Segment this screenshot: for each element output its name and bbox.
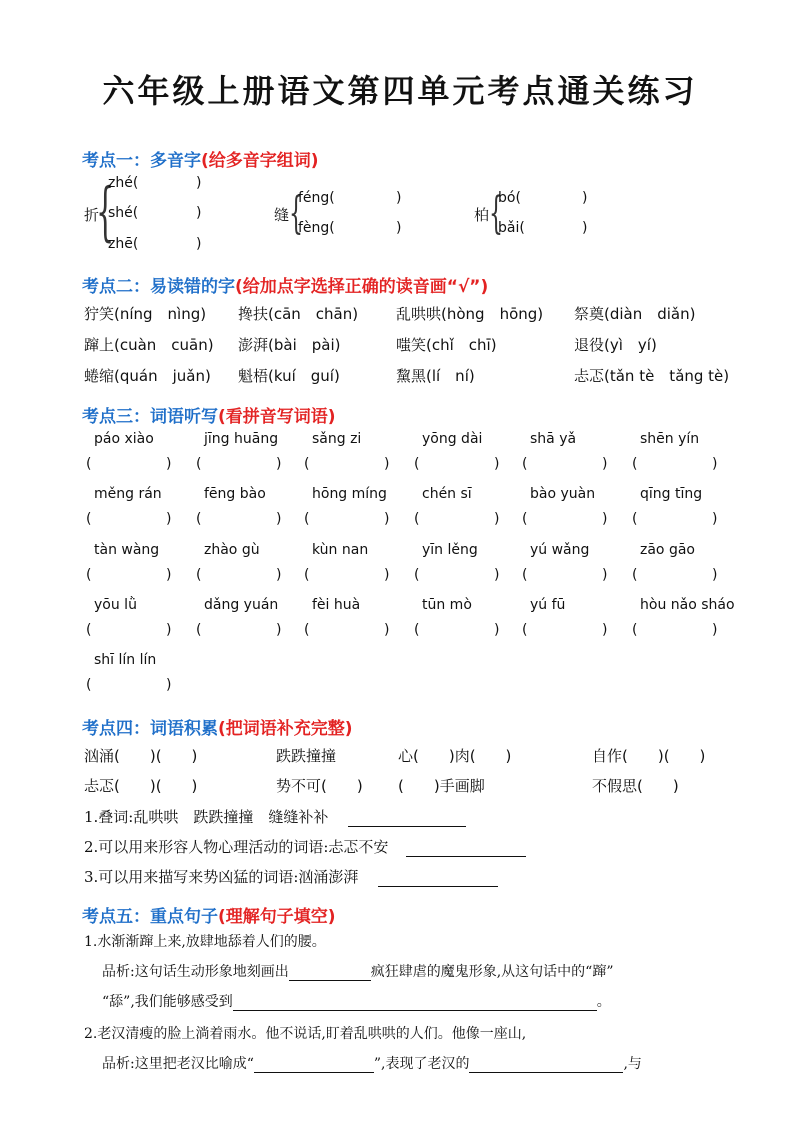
pinyin-prompt: tàn wàng bbox=[94, 542, 160, 558]
paren-close: ) bbox=[196, 175, 202, 191]
pinyin-prompt: yōng dài bbox=[422, 431, 483, 447]
fill-word: 跌跌撞撞 bbox=[276, 747, 337, 765]
brace-icon: { bbox=[96, 175, 115, 249]
reading-option[interactable]: 嗤笑(chǐ chī) bbox=[396, 336, 497, 354]
answer-box-close: ) bbox=[712, 622, 718, 638]
answer-box-close: ) bbox=[276, 622, 282, 638]
answer-box-close: ) bbox=[494, 622, 500, 638]
pinyin-prompt: fēng bào bbox=[204, 486, 266, 502]
polyphone-char: 折 bbox=[84, 206, 100, 224]
reading: fèng( bbox=[298, 220, 335, 236]
reading-option[interactable]: 黧黑(lí ní) bbox=[396, 367, 475, 385]
answer-box-close: ) bbox=[384, 511, 390, 527]
reading-option[interactable]: 退役(yì yí) bbox=[574, 336, 657, 354]
answer-blank[interactable] bbox=[233, 1010, 597, 1011]
pinyin-prompt: yú wǎng bbox=[530, 542, 590, 558]
answer-box-close: ) bbox=[384, 622, 390, 638]
answer-box-close: ) bbox=[602, 456, 608, 472]
answer-box-open[interactable]: ( bbox=[86, 511, 92, 527]
pinyin-prompt: hòu nǎo sháo bbox=[640, 597, 735, 613]
pinyin-prompt: fèi huà bbox=[312, 597, 361, 613]
answer-box-close: ) bbox=[384, 567, 390, 583]
answer-box-close: ) bbox=[276, 456, 282, 472]
fill-word[interactable]: 不假思( ) bbox=[592, 777, 679, 795]
pinyin-prompt: yīn lěng bbox=[422, 542, 478, 558]
pinyin-prompt: bào yuàn bbox=[530, 486, 596, 502]
answer-blank[interactable] bbox=[289, 980, 371, 981]
answer-box-open[interactable]: ( bbox=[196, 511, 202, 527]
paren-close: ) bbox=[196, 236, 202, 252]
pinyin-prompt: kùn nan bbox=[312, 542, 369, 558]
answer-blank[interactable] bbox=[469, 1072, 623, 1073]
analysis-2a: 品析:这里把老汉比喻成“ ”,表现了老汉的 ,与 bbox=[102, 1056, 642, 1072]
brace-icon: { bbox=[289, 188, 303, 239]
pinyin-prompt: zhào gù bbox=[204, 542, 260, 558]
answer-box-open[interactable]: ( bbox=[86, 456, 92, 472]
pinyin-prompt: dǎng yuán bbox=[204, 597, 279, 613]
answer-blank[interactable] bbox=[378, 886, 498, 887]
pinyin-prompt: hōng míng bbox=[312, 486, 387, 502]
pinyin-prompt: jīng huāng bbox=[204, 431, 279, 447]
polyphone-char: 柏 bbox=[474, 206, 490, 224]
answer-box-close: ) bbox=[602, 622, 608, 638]
pinyin-prompt: tūn mò bbox=[422, 597, 472, 613]
question-1: 1.叠词:乱哄哄 跌跌撞撞 缝缝补补 bbox=[84, 806, 466, 827]
answer-box-open[interactable]: ( bbox=[86, 622, 92, 638]
answer-box-open[interactable]: ( bbox=[86, 567, 92, 583]
pinyin-prompt: páo xiào bbox=[94, 431, 154, 447]
answer-box-close: ) bbox=[166, 456, 172, 472]
answer-box-close: ) bbox=[384, 456, 390, 472]
reading-option[interactable]: 魁梧(kuí guí) bbox=[238, 367, 340, 385]
answer-box-open[interactable]: ( bbox=[522, 456, 528, 472]
answer-box-open[interactable]: ( bbox=[414, 567, 420, 583]
fill-word[interactable]: 自作( )( ) bbox=[592, 747, 706, 765]
answer-box-open[interactable]: ( bbox=[632, 567, 638, 583]
section-1-heading: 考点一：多音字(给多音字组词) bbox=[82, 151, 319, 171]
answer-box-close: ) bbox=[712, 567, 718, 583]
reading: bó( bbox=[498, 190, 521, 206]
pinyin-prompt: měng rán bbox=[94, 486, 162, 502]
analysis-1b: “舔”,我们能够感受到 。 bbox=[102, 994, 611, 1010]
answer-box-open[interactable]: ( bbox=[522, 622, 528, 638]
section-5-heading: 考点五：重点句子(理解句子填空) bbox=[82, 907, 336, 927]
answer-box-close: ) bbox=[166, 677, 172, 693]
answer-box-close: ) bbox=[166, 622, 172, 638]
reading-option[interactable]: 狞笑(níng nìng) bbox=[84, 305, 207, 323]
answer-box-open[interactable]: ( bbox=[522, 511, 528, 527]
answer-box-close: ) bbox=[712, 511, 718, 527]
pinyin-prompt: yōu lǜ bbox=[94, 597, 137, 613]
answer-box-open[interactable]: ( bbox=[196, 567, 202, 583]
reading: féng( bbox=[298, 190, 335, 206]
polyphone-char: 缝 bbox=[274, 206, 290, 224]
reading-option[interactable]: 蹿上(cuàn cuān) bbox=[84, 336, 214, 354]
brace-icon: { bbox=[489, 188, 503, 239]
page-title: 六年级上册语文第四单元考点通关练习 bbox=[102, 72, 698, 110]
fill-word[interactable]: 汹涌( )( ) bbox=[84, 747, 198, 765]
answer-box-close: ) bbox=[602, 567, 608, 583]
pinyin-prompt: qīng tīng bbox=[640, 486, 703, 502]
answer-box-open[interactable]: ( bbox=[86, 677, 92, 693]
answer-box-open[interactable]: ( bbox=[522, 567, 528, 583]
pinyin-prompt: zāo gāo bbox=[640, 542, 695, 558]
pinyin-prompt: chén sī bbox=[422, 486, 472, 502]
answer-box-open[interactable]: ( bbox=[304, 511, 310, 527]
reading-option[interactable]: 乱哄哄(hòng hōng) bbox=[396, 305, 544, 323]
reading-option[interactable]: 澎湃(bài pài) bbox=[238, 336, 341, 354]
answer-box-close: ) bbox=[712, 456, 718, 472]
answer-box-open[interactable]: ( bbox=[632, 456, 638, 472]
reading-option[interactable]: 蜷缩(quán juǎn) bbox=[84, 367, 211, 385]
answer-box-open[interactable]: ( bbox=[414, 456, 420, 472]
reading: shé( bbox=[108, 205, 139, 221]
answer-box-open[interactable]: ( bbox=[304, 456, 310, 472]
answer-box-close: ) bbox=[166, 567, 172, 583]
sentence-1: 1.水渐渐蹿上来,放肆地舔着人们的腰。 bbox=[84, 934, 326, 950]
pinyin-prompt: sǎng zi bbox=[312, 431, 362, 447]
reading: zhé( bbox=[108, 175, 139, 191]
fill-word[interactable]: 势不可( ) bbox=[276, 777, 363, 795]
answer-blank[interactable] bbox=[348, 826, 466, 827]
section-2-heading: 考点二：易读错的字(给加点字选择正确的读音画“√”) bbox=[82, 277, 489, 297]
paren-close: ) bbox=[396, 190, 402, 206]
reading: bǎi( bbox=[498, 220, 525, 236]
question-2: 2.可以用来形容人物心理活动的词语:忐忑不安 bbox=[84, 836, 526, 857]
pinyin-prompt: shēn yín bbox=[640, 431, 700, 447]
answer-box-open[interactable]: ( bbox=[304, 622, 310, 638]
pinyin-prompt: yú fū bbox=[530, 597, 566, 613]
answer-box-open[interactable]: ( bbox=[632, 622, 638, 638]
answer-box-open[interactable]: ( bbox=[196, 622, 202, 638]
answer-box-close: ) bbox=[494, 456, 500, 472]
answer-box-open[interactable]: ( bbox=[196, 456, 202, 472]
reading: zhē( bbox=[108, 236, 139, 252]
pinyin-prompt: shī lín lín bbox=[94, 652, 157, 668]
paren-close: ) bbox=[582, 190, 588, 206]
analysis-1a: 品析:这句话生动形象地刻画出 疯狂肆虐的魔鬼形象,从这句话中的“蹿” bbox=[102, 964, 614, 980]
question-3: 3.可以用来描写来势凶猛的词语:汹涌澎湃 bbox=[84, 866, 498, 887]
section-3-heading: 考点三：词语听写(看拼音写词语) bbox=[82, 407, 336, 427]
paren-close: ) bbox=[396, 220, 402, 236]
answer-box-open[interactable]: ( bbox=[414, 511, 420, 527]
answer-box-close: ) bbox=[276, 511, 282, 527]
sentence-2: 2.老汉清瘦的脸上淌着雨水。他不说话,盯着乱哄哄的人们。他像一座山, bbox=[84, 1026, 527, 1042]
fill-word[interactable]: ( )手画脚 bbox=[398, 777, 485, 795]
section-4-heading: 考点四：词语积累(把词语补充完整) bbox=[82, 719, 353, 739]
fill-word[interactable]: 忐忑( )( ) bbox=[84, 777, 198, 795]
answer-box-close: ) bbox=[276, 567, 282, 583]
paren-close: ) bbox=[196, 205, 202, 221]
answer-box-open[interactable]: ( bbox=[414, 622, 420, 638]
reading-option[interactable]: 忐忑(tǎn tè tǎng tè) bbox=[574, 367, 730, 385]
answer-box-close: ) bbox=[602, 511, 608, 527]
reading-option[interactable]: 搀扶(cān chān) bbox=[238, 305, 359, 323]
pinyin-prompt: shā yǎ bbox=[530, 431, 577, 447]
answer-box-close: ) bbox=[494, 511, 500, 527]
fill-word[interactable]: 心( )肉( ) bbox=[398, 747, 512, 765]
answer-box-close: ) bbox=[494, 567, 500, 583]
answer-box-open[interactable]: ( bbox=[304, 567, 310, 583]
answer-box-close: ) bbox=[166, 511, 172, 527]
reading-option[interactable]: 祭奠(diàn diǎn) bbox=[574, 305, 696, 323]
paren-close: ) bbox=[582, 220, 588, 236]
answer-blank[interactable] bbox=[406, 856, 526, 857]
answer-blank[interactable] bbox=[254, 1072, 374, 1073]
answer-box-open[interactable]: ( bbox=[632, 511, 638, 527]
